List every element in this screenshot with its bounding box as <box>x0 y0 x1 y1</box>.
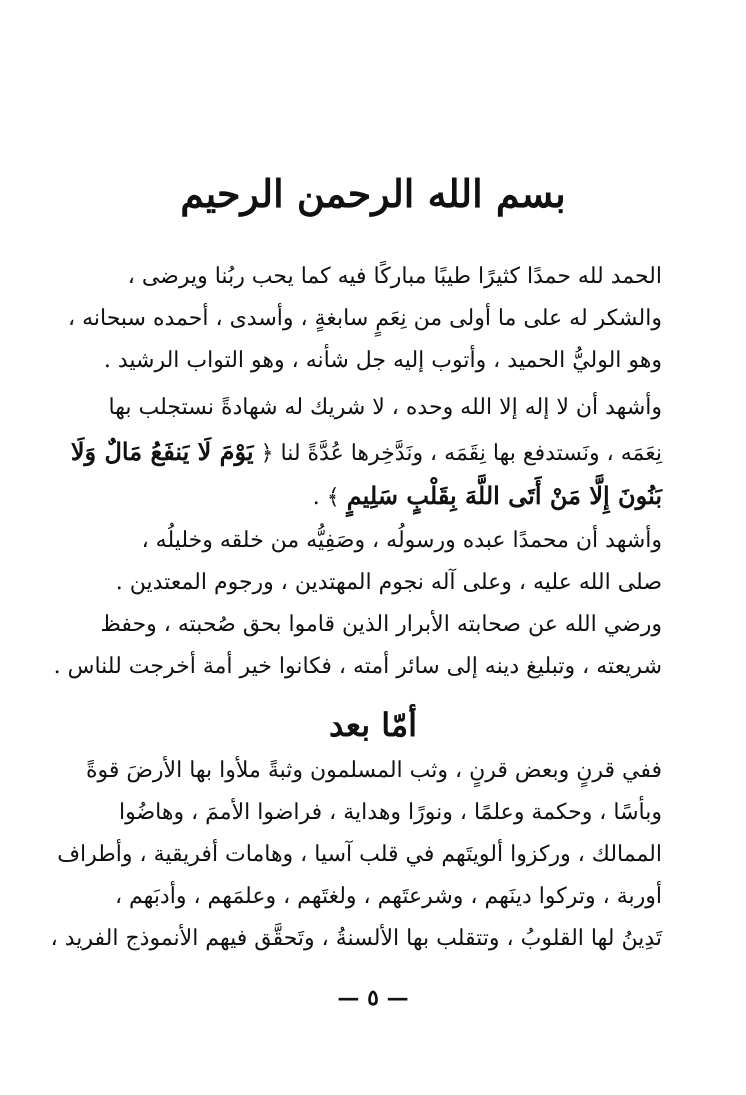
text-line: ورضي الله عن صحابته الأبرار الذين قاموا بحق صُحبته ، وحفظ <box>100 612 662 637</box>
page-number: — ٥ — <box>337 985 409 1011</box>
text-line: الحمد لله حمدًا كثيرًا طيبًا مباركًا فيه كما يحب ربُنا ويرضى ، <box>127 264 662 289</box>
text-segment: نِعَمَه ، ونَستدفع بها نِقَمَه ، ونَدَّخِرها عُدَّةً لنا ﴿ <box>260 441 662 466</box>
text-line: والشكر له على ما أولى من نِعَمٍ سابغةٍ ، وأسدى ، أحمده سبحانه ، <box>68 306 662 331</box>
text-line: الممالك ، وركزوا ألويتَهم في قلب آسيا ، وهامات أفريقية ، وأطراف <box>57 842 662 867</box>
text-line: وهو الوليُّ الحميد ، وأتوب إليه جل شأنه ، وهو التواب الرشيد . <box>103 348 662 373</box>
basmala-calligraphy: بسم الله الرحمن الرحيم <box>180 171 566 216</box>
section-heading: أمّا بعد <box>328 706 418 744</box>
text-line: شريعته ، وتبليغ دينه إلى سائر أمته ، فكانوا خير أمة أخرجت للناس . <box>53 654 662 679</box>
text-line: ففي قرنٍ وبعض قرنٍ ، وثب المسلمون وثبةً ملأوا بها الأرضَ قوةً <box>85 758 662 783</box>
text-line: وبأسًا ، وحكمة وعلمًا ، ونورًا وهداية ، فراضوا الأممَ ، وهاضُوا <box>118 800 662 825</box>
paragraph-praise <box>68 256 662 382</box>
text-line: صلى الله عليه ، وعلى آله نجوم المهتدين ، ورجوم المعتدين . <box>115 570 662 595</box>
text-segment: ﴾ . <box>312 485 340 510</box>
paragraph-prophet <box>100 520 662 604</box>
text-line: تَدِينُ لها القلوبُ ، وتتقلب بها الألسنةُ ، وتَحقَّق فيهم الأنموذج الفريد ، <box>50 926 662 951</box>
text-line: وأشهد أن محمدًا عبده ورسولُه ، وصَفِيُّه من خلقه وخليلُه ، <box>141 528 662 553</box>
paragraph-companions <box>53 604 662 688</box>
quran-verse: بَنُونَ إِلَّا مَنْ أَتَى اللَّهَ بِقَلْبٍ سَلِيمٍ <box>346 481 662 510</box>
text-line: وأشهد أن لا إله إلا الله وحده ، لا شريك له شهادةً نستجلب بها <box>108 395 662 420</box>
paragraph-history <box>50 750 662 960</box>
text-line: أوربة ، وتركوا دينَهم ، وشرعتَهم ، ولغتَهم ، وعلمَهم ، وأدبَهم ، <box>114 884 662 909</box>
quran-verse: يَوْمَ لَا يَنفَعُ مَالٌ وَلَا <box>70 437 254 466</box>
text-line <box>70 430 662 474</box>
paragraph-testimony <box>70 386 662 518</box>
text-line <box>100 474 662 518</box>
